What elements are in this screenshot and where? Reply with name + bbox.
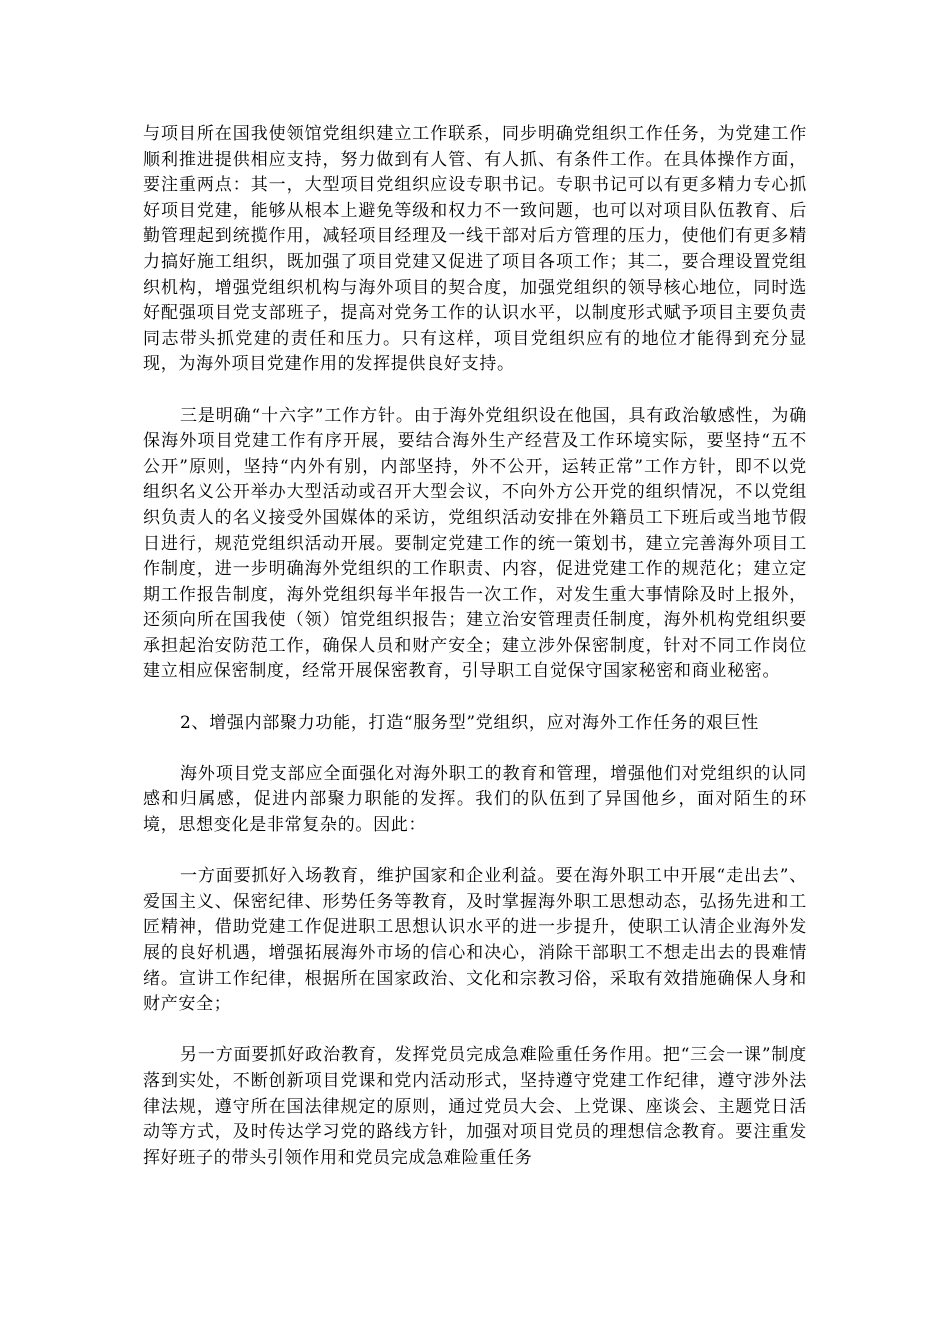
paragraph-education-management: 海外项目党支部应全面强化对海外职工的教育和管理，增强他们对党组织的认同感和归属感，促进内部聚力职能的发挥。我们的队伍到了异国他乡，面对陌生的环境，思想变化是非常复杂的。因此：	[143, 763, 807, 836]
paragraph-political-education: 另一方面要抓好政治教育，发挥党员完成急难险重任务作用。把“三会一课”制度落到实处，不断创新项目党课和党内活动形式，坚持遵守党建工作纪律，遵守涉外法律法规，遵守所在国法律规定的原则，通过党员大会、上党课、座谈会、主题党日活动等方式，及时传达学习党的路线方针，加强对项目党员的理想信念教育。要注重发挥好班子的带头引领作用和党员完成急难险重任务	[143, 1045, 807, 1168]
paragraph-entry-education: 一方面要抓好入场教育，维护国家和企业利益。要在海外职工中开展“走出去”、爱国主义、保密纪律、形势任务等教育，及时掌握海外职工思想动态，弘扬先进和工匠精神，借助党建工作促进职工思想认识水平的进一步提升，使职工认清企业海外发展的良好机遇，增强拓展海外市场的信心和决心，消除干部职工不想走出去的畏难情绪。宣讲工作纪律，根据所在国家政治、文化和宗教习俗，采取有效措施确保人身和财产安全；	[143, 866, 807, 1015]
document-body	[143, 122, 807, 1197]
section-heading-internal-cohesion: 2、增强内部聚力功能，打造“服务型”党组织，应对海外工作任务的艰巨性	[180, 712, 759, 733]
paragraph-sixteen-character-policy: 三是明确“十六字”工作方针。由于海外党组织设在他国，具有政治敏感性，为确保海外项目党建工作有序开展，要结合海外生产经营及工作环境实际，要坚持“五不公开”原则，坚持“内外有别，内部坚持，外不公开，运转正常”工作方针，即不以党组织名义公开举办大型活动或召开大型会议，不向外方公开党的组织情况，不以党组织负责人的名义接受外国媒体的采访，党组织活动安排在外籍员工下班后或当地节假日进行，规范党组织活动开展。要制定党建工作的统一策划书，建立完善海外项目工作制度，进一步明确海外党组织的工作职责、内容，促进党建工作的规范化；建立定期工作报告制度，海外党组织每半年报告一次工作，对发生重大事情除及时上报外，还须向所在国我使（领）馆党组织报告；建立治安管理责任制度，海外机构党组织要承担起治安防范工作，确保人员和财产安全；建立涉外保密制度，针对不同工作岗位建立相应保密制度，经常开展保密教育，引导职工自觉保守国家秘密和商业秘密。	[143, 405, 807, 682]
paragraph-party-organization-setup: 与项目所在国我使领馆党组织建立工作联系，同步明确党组织工作任务，为党建工作顺利推进提供相应支持，努力做到有人管、有人抓、有条件工作。在具体操作方面，要注重两点：其一，大型项目党组织应设专职书记。专职书记可以有更多精力专心抓好项目党建，能够从根本上避免等级和权力不一致问题，也可以对项目队伍教育、后勤管理起到统揽作用，减轻项目经理及一线干部对后方管理的压力，使他们有更多精力搞好施工组织，既加强了项目党建又促进了项目各项工作；其二，要合理设置党组织机构，增强党组织机构与海外项目的契合度，加强党组织的领导核心地位，同时选好配强项目党支部班子，提高对党务工作的认识水平，以制度形式赋予项目主要负责同志带头抓党建的责任和压力。只有这样，项目党组织应有的地位才能得到充分显现，为海外项目党建作用的发挥提供良好支持。	[143, 124, 807, 375]
